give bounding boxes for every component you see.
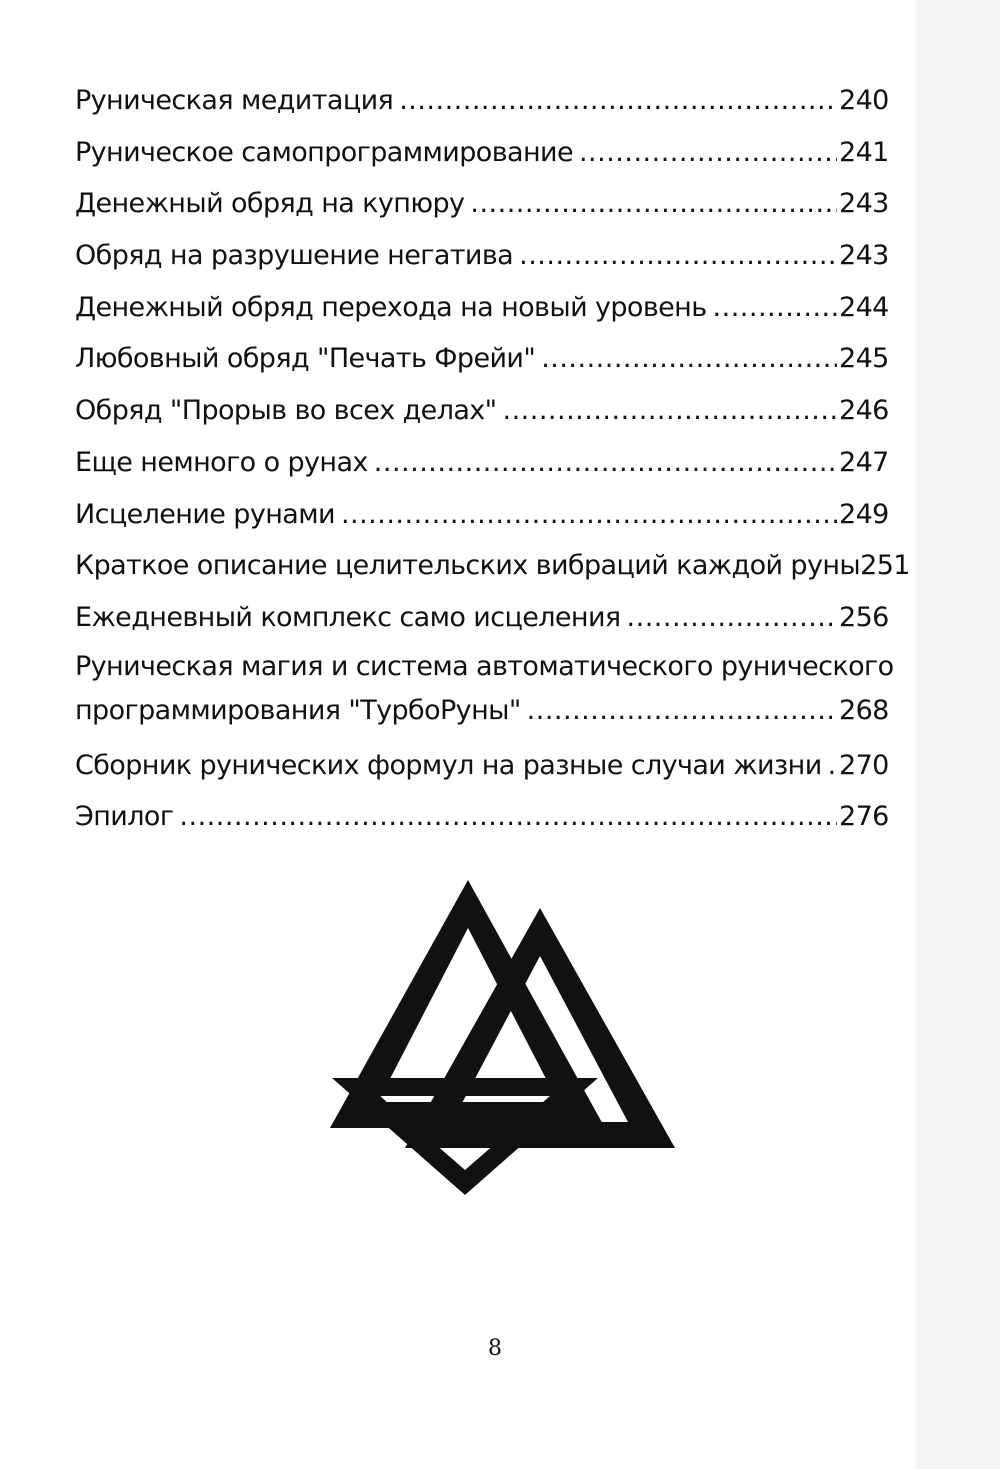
dot-leader bbox=[179, 794, 837, 840]
toc-entry[interactable] bbox=[75, 595, 905, 647]
toc-entry-title: Краткое описание целительских вибраций каждой руны bbox=[75, 550, 861, 582]
dot-leader bbox=[399, 78, 837, 124]
toc-entry-page: 256 bbox=[839, 601, 889, 633]
dot-leader bbox=[470, 181, 837, 227]
dot-leader bbox=[341, 492, 837, 538]
toc-entry-title-line1: Руническая магия и система автоматического рунического bbox=[75, 650, 894, 682]
toc-entry-page: 247 bbox=[839, 446, 889, 478]
toc-entry-title: Денежный обряд на купюру bbox=[75, 188, 465, 220]
toc-entry[interactable] bbox=[75, 130, 905, 182]
toc-entry[interactable] bbox=[75, 743, 905, 795]
page-margin-edge bbox=[915, 0, 1000, 1469]
dot-leader bbox=[713, 285, 837, 331]
toc-entry-title: Обряд "Прорыв во всех делах" bbox=[75, 395, 497, 427]
toc-entry[interactable] bbox=[75, 78, 905, 130]
toc-entry[interactable] bbox=[75, 794, 905, 846]
dot-leader bbox=[374, 440, 837, 486]
toc-entry-title: Обряд на разрушение негатива bbox=[75, 240, 514, 272]
toc-entry-page: 246 bbox=[839, 395, 889, 427]
toc-entry[interactable] bbox=[75, 285, 905, 337]
dot-leader bbox=[828, 743, 837, 789]
toc-entry[interactable] bbox=[75, 647, 905, 743]
toc-entry-title: Любовный обряд "Печать Фрейи" bbox=[75, 343, 536, 375]
dot-leader bbox=[541, 336, 837, 382]
toc-entry[interactable] bbox=[75, 440, 905, 492]
page-number: 8 bbox=[488, 1336, 502, 1361]
dot-leader bbox=[503, 388, 838, 434]
toc-entry-title: Денежный обряд перехода на новый уровень bbox=[75, 291, 707, 323]
dot-leader bbox=[519, 233, 837, 279]
valknut-icon bbox=[330, 880, 675, 1195]
toc-entry[interactable] bbox=[75, 492, 905, 544]
toc-entry[interactable] bbox=[75, 388, 905, 440]
toc-entry-page: 244 bbox=[839, 291, 889, 323]
dot-leader bbox=[579, 130, 837, 176]
toc-entry-line2 bbox=[75, 691, 905, 731]
toc-entry-page: 241 bbox=[839, 136, 889, 168]
toc-entry-title: Ежедневный комплекс само исцеления bbox=[75, 601, 621, 633]
toc-entry-title: Исцеление рунами bbox=[75, 498, 335, 530]
toc-entry-title: Эпилог bbox=[75, 801, 174, 833]
toc-entry-page: 276 bbox=[839, 801, 889, 833]
toc-entry[interactable] bbox=[75, 543, 910, 595]
toc-entry-title: Руническое самопрограммирование bbox=[75, 136, 573, 168]
toc-entry[interactable] bbox=[75, 181, 905, 233]
toc-entry-title: Еще немного о рунах bbox=[75, 446, 368, 478]
toc-entry-page: 243 bbox=[839, 240, 889, 272]
dot-leader bbox=[627, 595, 837, 641]
toc-entry[interactable] bbox=[75, 336, 905, 388]
toc-entry-page: 243 bbox=[839, 188, 889, 220]
dot-leader bbox=[527, 691, 837, 731]
toc-entry-title-line2: программирования "ТурбоРуны" bbox=[75, 694, 521, 726]
toc-entry-page: 240 bbox=[839, 85, 889, 116]
toc-entry-title: Сборник рунических формул на разные случаи жизни bbox=[75, 749, 822, 781]
table-of-contents bbox=[75, 78, 910, 846]
toc-entry[interactable] bbox=[75, 233, 905, 285]
toc-entry-page: 268 bbox=[839, 694, 889, 726]
toc-entry-page: 249 bbox=[839, 498, 889, 530]
toc-entry-title: Руническая медитация bbox=[75, 85, 394, 116]
toc-entry-page: 270 bbox=[839, 749, 889, 781]
toc-entry-page: 245 bbox=[839, 343, 889, 375]
toc-entry-page: 251 bbox=[860, 550, 910, 582]
